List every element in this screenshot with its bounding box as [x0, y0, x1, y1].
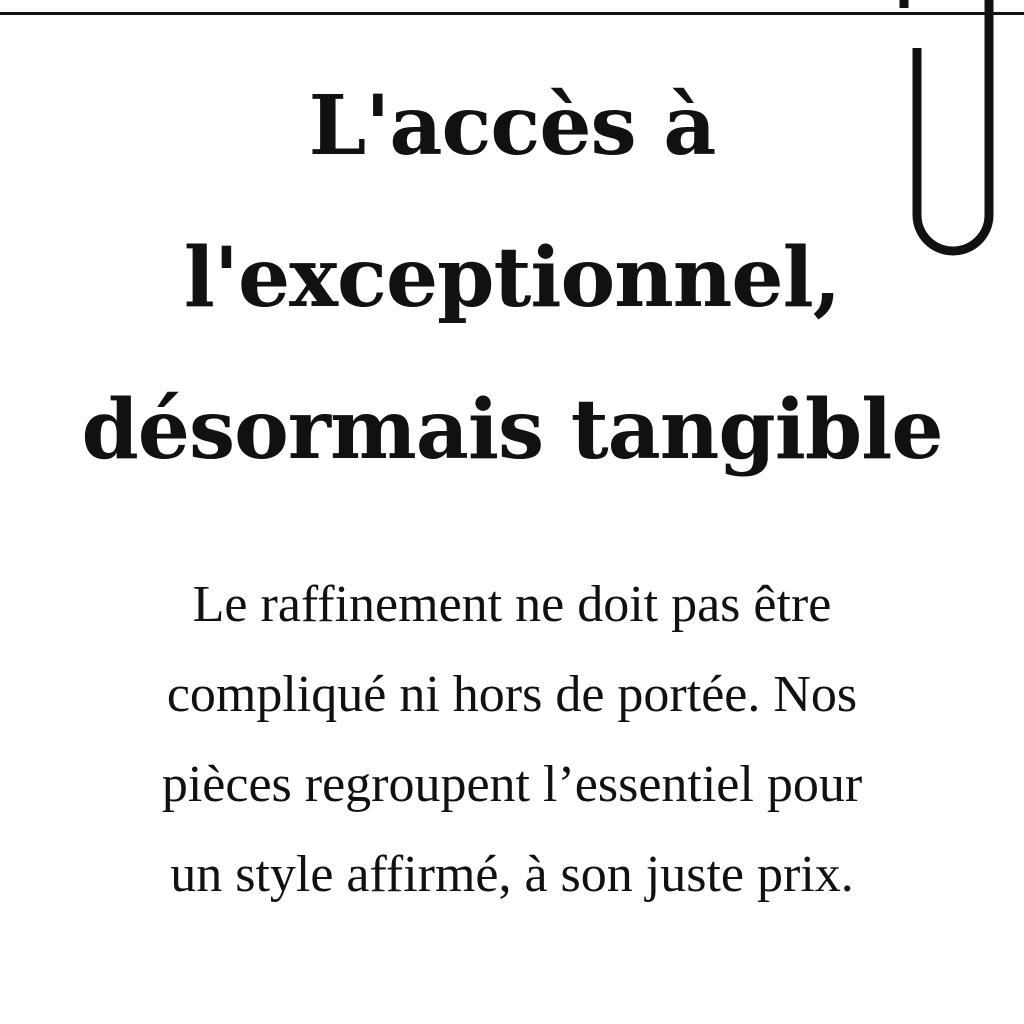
body-paragraph — [60, 560, 964, 920]
body-line-2: compliqué ni hors de portée. Nos — [166, 666, 858, 723]
headline-line-2: l'exceptionnel, — [183, 230, 841, 326]
headline-line-1: L'accès à — [308, 78, 716, 174]
headline — [40, 50, 984, 506]
top-divider — [0, 12, 1024, 15]
body-line-3: pièces regroupent l’essentiel pour — [161, 756, 863, 813]
headline-line-3: désormais tangible — [81, 382, 943, 478]
body-line-4: un style affirmé, à son juste prix. — [170, 846, 854, 903]
body-line-1: Le raffinement ne doit pas être — [192, 576, 832, 633]
